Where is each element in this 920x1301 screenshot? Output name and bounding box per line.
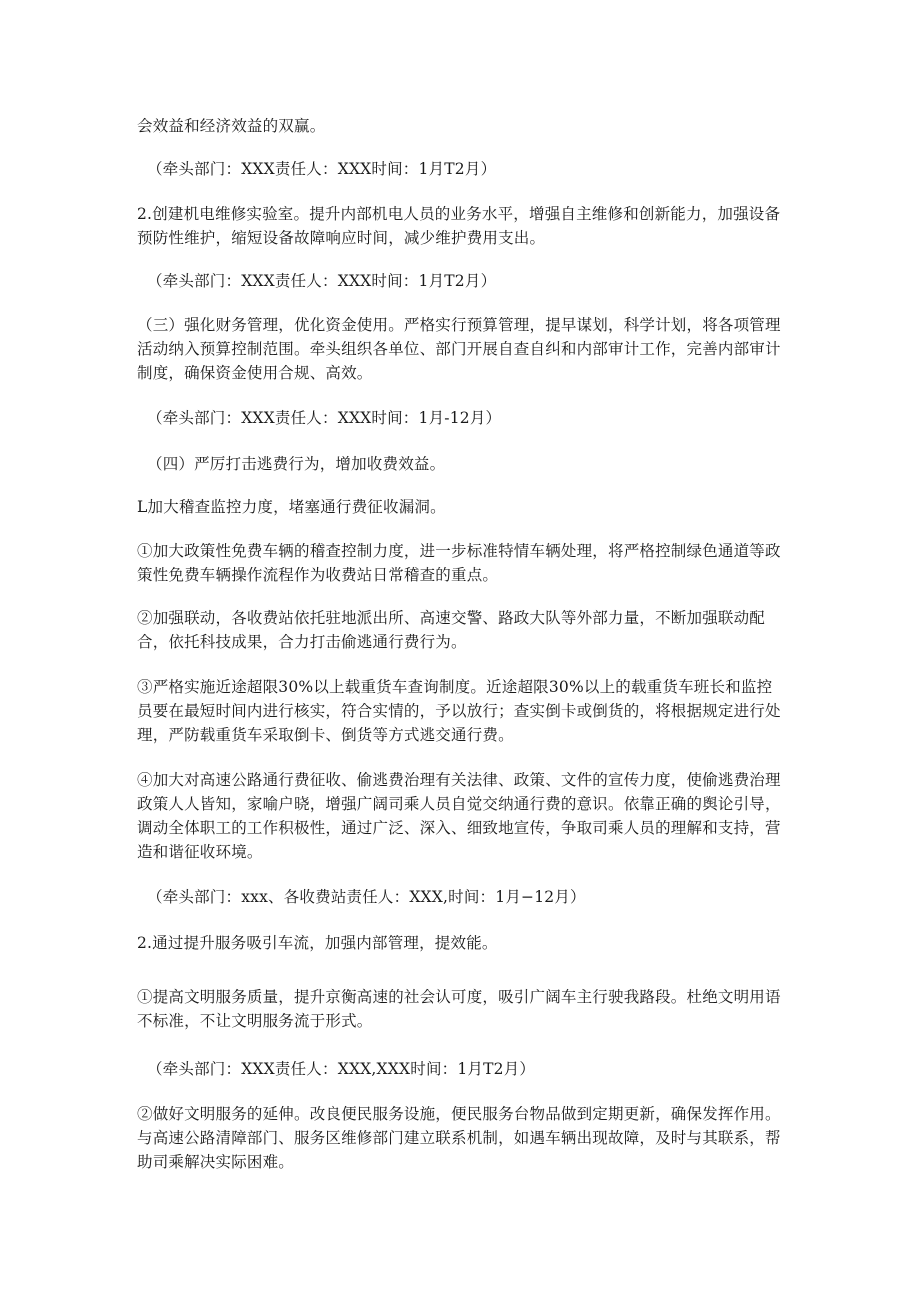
subitem-free-vehicles: ①加大政策性免费车辆的稽查控制力度，进一步标准特情车辆处理，将严格控制绿色通道等政策性免费车辆操作流程作为收费站日常稽查的重点。 [137, 542, 781, 584]
responsibility-note: （牵头部门：XXX责任人：XXX时间：1月T2月） [147, 160, 497, 178]
responsibility-note: （牵头部门：XXX责任人：XXX,XXX时间：1月T2月） [147, 1060, 536, 1078]
paragraph-continuation: 会效益和经济效益的双赢。 [137, 117, 326, 135]
subitem-service-extension: ②做好文明服务的延伸。改良便民服务设施，便民服务台物品做到定期更新，确保发挥作用。与高速公路清障部门、服务区维修部门建立联系机制，如遇车辆出现故障，及时与其联系，帮助司乘解决实际困难。 [137, 1105, 781, 1171]
responsibility-note: （牵头部门：XXX责任人：XXX时间：1月T2月） [147, 272, 497, 290]
subitem-publicity: ④加大对高速公路通行费征收、偷逃费治理有关法律、政策、文件的宣传力度，使偷逃费治理政策人人皆知，家喻户晓，增强广阔司乘人员自觉交纳通行费的意识。依靠正确的舆论引导，调动全体职工的工作积极性，通过广泛、深入、细致地宣传，争取司乘人员的理解和支持，营造和谐征收环境。 [137, 771, 781, 861]
section-finance: （三）强化财务管理，优化资金使用。严格实行预算管理，提早谋划，科学计划，将各项管理活动纳入预算控制范围。牵头组织各单位、部门开展自查自纠和内部审计工作，完善内部审计制度，确保资金使用合规、高效。 [137, 316, 781, 382]
item-mechanical-lab: 2.创建机电维修实验室。提升内部机电人员的业务水平，增强自主维修和创新能力，加强设备预防性维护，缩短设备故障响应时间，减少维护费用支出。 [137, 205, 781, 247]
subitem-overload-trucks: ③严格实施近途超限30%以上载重货车查询制度。近途超限30%以上的载重货车班长和监控员要在最短时间内进行核实，符合实情的，予以放行；查实倒卡或倒货的，将根据规定进行处理，严防载重货车采取倒卡、倒货等方式逃交通行费。 [137, 678, 781, 744]
item-audit-monitoring: L加大稽查监控力度，堵塞通行费征收漏洞。 [137, 498, 446, 516]
subitem-joint-action: ②加强联动，各收费站依托驻地派出所、高速交警、路政大队等外部力量，不断加强联动配合，依托科技成果，合力打击偷逃通行费行为。 [137, 609, 766, 651]
section-heading-toll-evasion: （四）严厉打击逃费行为，增加收费效益。 [147, 455, 446, 473]
responsibility-note: （牵头部门：xxx、各收费站责任人：XXX,时间：1月−12月） [147, 888, 586, 906]
responsibility-note: （牵头部门：XXX责任人：XXX时间：1月-12月） [147, 409, 502, 427]
subitem-service-quality: ①提高文明服务质量，提升京衡高速的社会认可度，吸引广阔车主行驶我路段。杜绝文明用语不标准，不让文明服务流于形式。 [137, 988, 781, 1030]
item-service-improvement: 2.通过提升服务吸引车流，加强内部管理，提效能。 [137, 934, 498, 952]
